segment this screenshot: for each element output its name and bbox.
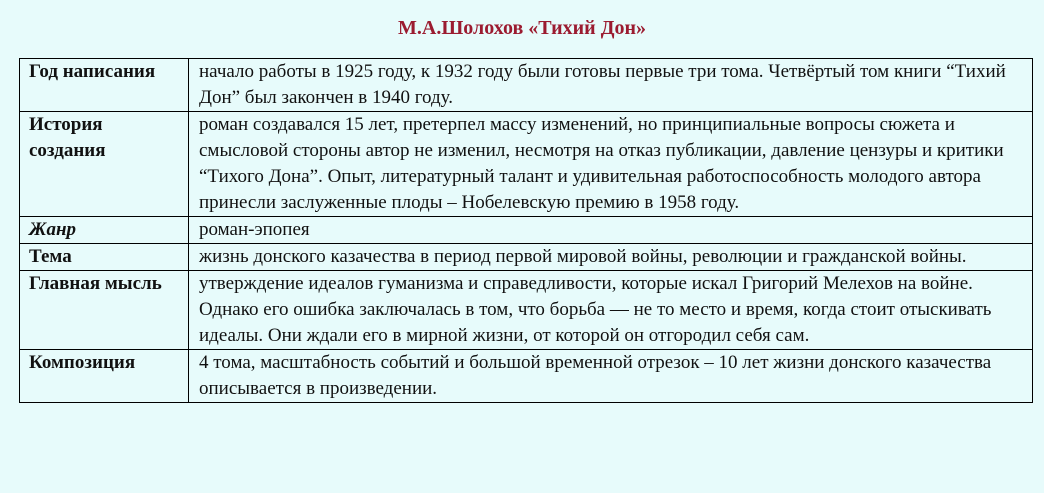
row-label-main-idea: Главная мысль <box>20 271 189 350</box>
row-value-genre: роман-эпопея <box>189 217 1033 244</box>
page-title: М.А.Шолохов «Тихий Дон» <box>398 17 646 39</box>
row-label-genre: Жанр <box>20 217 189 244</box>
row-value-history: роман создавался 15 лет, претерпел массу изменений, но принципиальные вопросы сюжета и смысловой стороны автор не изменил, несмотря на отказ публикации, давление цензуры и критики “Тихого Дона”. Опыт, литературный талант и удивительная работоспособность молодого автора принесли заслуженные плоды – Нобелевскую премию в 1958 году. <box>189 112 1033 217</box>
table-row-genre <box>20 217 1033 244</box>
row-label-year: Год написания <box>20 59 189 112</box>
row-value-theme: жизнь донского казачества в период первой мировой войны, революции и гражданской войны. <box>189 244 1033 271</box>
table-row-history <box>20 112 1033 217</box>
table-row-theme <box>20 244 1033 271</box>
row-value-composition: 4 тома, масштабность событий и большой временной отрезок – 10 лет жизни донского казачества описывается в произведении. <box>189 350 1033 403</box>
row-label-composition: Композиция <box>20 350 189 403</box>
table-row-main-idea <box>20 271 1033 350</box>
row-label-history: История создания <box>20 112 189 217</box>
row-value-year: начало работы в 1925 году, к 1932 году были готовы первые три тома. Четвёртый том книги “Тихий Дон” был закончен в 1940 году. <box>189 59 1033 112</box>
table-row-year <box>20 59 1033 112</box>
info-table <box>19 58 1033 403</box>
row-value-main-idea: утверждение идеалов гуманизма и справедливости, которые искал Григорий Мелехов на войне. Однако его ошибка заключалась в том, что борьба — не то место и время, когда стоит отыскивать идеалы. Они ждали его в мирной жизни, от которой он отгородил себя сам. <box>189 271 1033 350</box>
row-label-theme: Тема <box>20 244 189 271</box>
table-row-composition <box>20 350 1033 403</box>
